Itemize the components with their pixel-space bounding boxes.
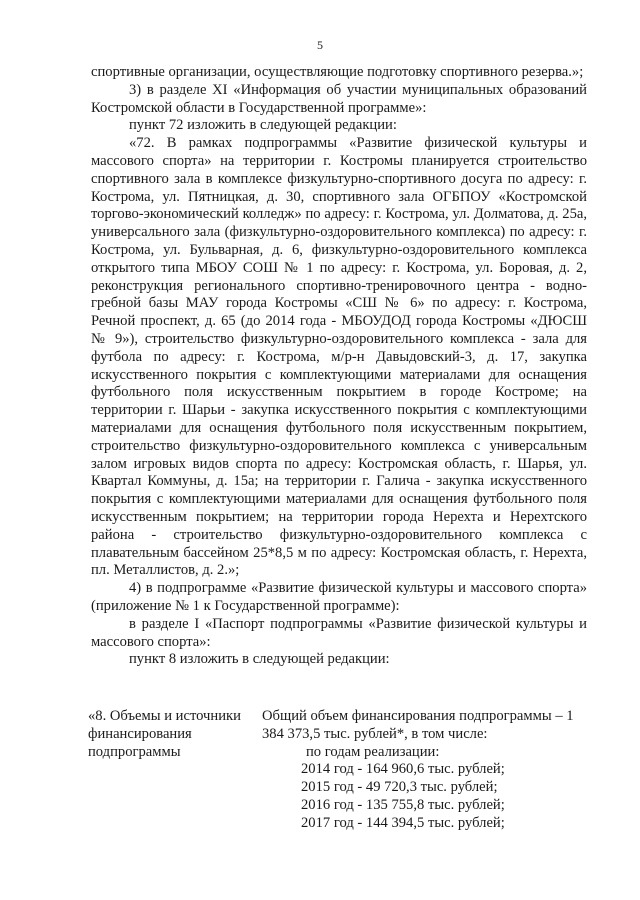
passport-year-item: 2014 год - 164 960,6 тыс. рублей; xyxy=(301,761,505,778)
passport-total: Общий объем финансирования подпрограммы – 1 384 373,5 тыс. рублей*, в том числе: xyxy=(262,708,574,742)
passport-year-item: 2016 год - 135 755,8 тыс. рублей; xyxy=(301,796,505,813)
paragraph: пункт 8 изложить в следующей редакции: xyxy=(129,651,390,668)
paragraph: пункт 72 изложить в следующей редакции: xyxy=(129,117,397,134)
paragraph: спортивные организации, осуществляющие подготовку спортивного резерва.»; xyxy=(91,64,584,80)
passport-left-label: «8. Объемы и источники финансирования подпрограммы xyxy=(88,708,241,760)
paragraph: «72. В рамках подпрограммы «Развитие физической культуры и массового спорта» на территории г. Костромы планируется строительство спортивного зала в комплексе физкультурно-спортивного досуга по адресу: г. Кострома, ул. Пятницкая, д. 30, спортивного зала ОГБПОУ «Костромской торгово-экономический колледж» по адресу: г. Кострома, ул. Долматова, д. 25а, универсального зала (физкультурно-оздоровительного комплекса) по адресу: г. Кострома, ул. Бульварная, д. 6, физкультурно-оздоровительного комплекса открытого типа МБОУ СОШ № 1 по адресу: г. Кострома, ул. Боровая, д. 2, реконструкция регионального спортивно-тренировочного центра - водно-гребной базы МАУ города Костромы «СШ № 6» по адресу: г. Кострома, Речной проспект, д. 65 (до 2014 года - МБОУДОД города Костромы «ДЮСШ № 9»), строительство физкультурно-оздоровительного комплекса - зала для футбола по адресу: г. Кострома, м/р-н Давыдовский-3, д. 17, закупка искусственного покрытия с комплектующими материалами для оснащения футбольного поля искусственным покрытием в городе Костроме; на территории г. Шарьи - закупка искусственного покрытия с комплектующими материалами для оснащения футбольного поля искусственным покрытием, строительство физкультурно-оздоровительного комплекса с универсальным залом игровых видов спорта по адресу: Костромская область, г. Шарья, ул. Квартал Коммуны, д. 15а; на территории г. Галича - закупка искусственного покрытия с комплектующими материалами для оснащения футбольного поля искусственным покрытием; на территории города Нерехта и Нерехтского района - строительство физкультурно-оздоровительного комплекса с плавательным бассейном 25*8,5 м по адресу: Костромская область, г. Нерехта, пл. Металлистов, д. 2.»; xyxy=(91,135,587,579)
paragraph: 4) в подпрограмме «Развитие физической культуры и массового спорта» (приложение № 1 к Государственной программе): xyxy=(91,580,587,614)
passport-year-item: 2015 год - 49 720,3 тыс. рублей; xyxy=(301,779,498,796)
paragraph: 3) в разделе XI «Информация об участии муниципальных образований Костромской области в Государственной программе»: xyxy=(91,81,587,116)
document-body xyxy=(91,64,587,669)
passport-year-item: 2017 год - 144 394,5 тыс. рублей; xyxy=(301,814,505,831)
passport-year-list xyxy=(262,761,588,832)
passport-right-column xyxy=(262,708,588,833)
page-number: 5 xyxy=(317,38,323,52)
passport-by-years-label: по годам реализации: xyxy=(306,743,440,760)
paragraph: в разделе I «Паспорт подпрограммы «Развитие физической культуры и массового спорта»: xyxy=(91,615,587,650)
